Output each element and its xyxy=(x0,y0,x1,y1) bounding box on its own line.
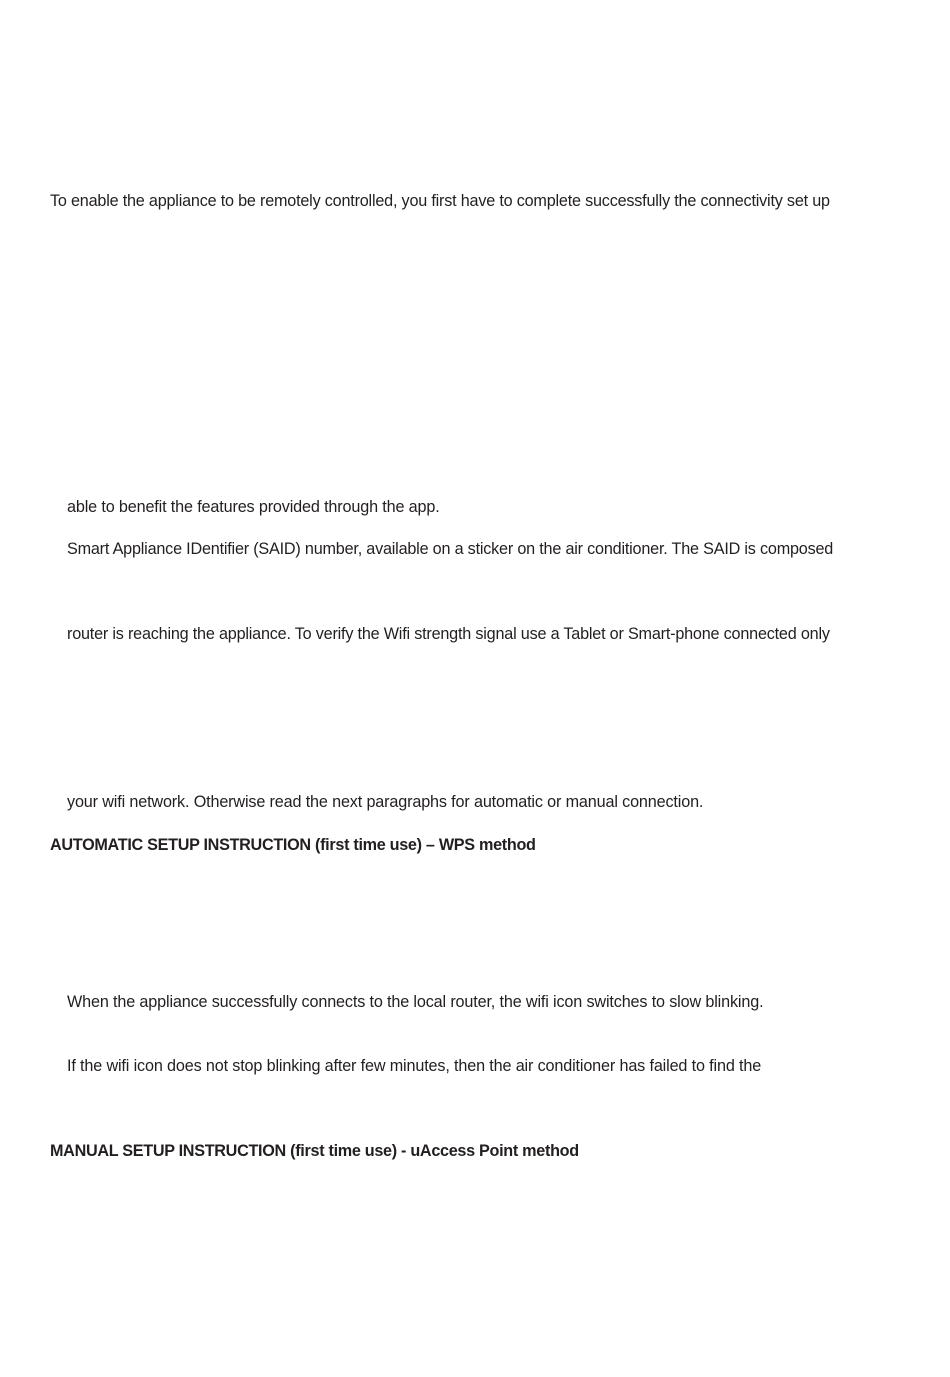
automatic-setup-heading: AUTOMATIC SETUP INSTRUCTION (first time use) – WPS method xyxy=(50,836,536,854)
manual-setup-heading: MANUAL SETUP INSTRUCTION (first time use) - uAccess Point method xyxy=(50,1142,579,1160)
intro-paragraph: To enable the appliance to be remotely controlled, you first have to complete successfully the connectivity set up xyxy=(50,192,830,210)
requirement-network-line: your wifi network. Otherwise read the next paragraphs for automatic or manual connection. xyxy=(67,793,704,811)
requirement-said-line: Smart Appliance IDentifier (SAID) number, available on a sticker on the air conditioner. The SAID is composed xyxy=(67,540,834,558)
requirement-benefit-line: able to benefit the features provided through the app. xyxy=(67,498,440,516)
automatic-setup-blinking-line: If the wifi icon does not stop blinking after few minutes, then the air conditioner has failed to find the xyxy=(67,1057,762,1075)
automatic-setup-connects-line: When the appliance successfully connects to the local router, the wifi icon switches to slow blinking. xyxy=(67,993,764,1011)
requirement-router-line: router is reaching the appliance. To verify the Wifi strength signal use a Tablet or Smart-phone connected only xyxy=(67,625,830,643)
